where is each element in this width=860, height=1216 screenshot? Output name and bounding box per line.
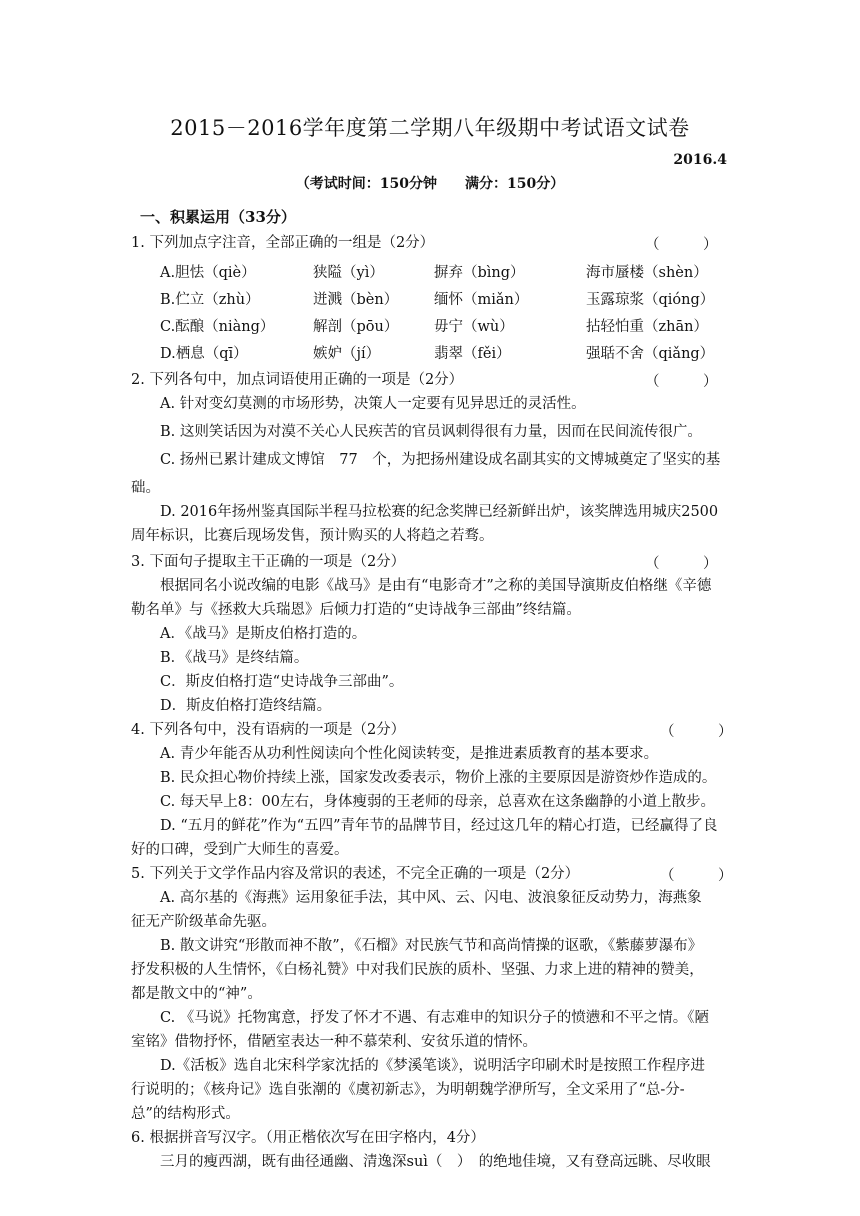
q2-option-d-line2: 周年标识，比赛后现场发售，预计购买的人将趋之若骛。 <box>131 528 494 544</box>
q1-option-c-4: 拈轻怕重（zhān） <box>586 319 708 335</box>
q1-option-d-3: 翡翠（fěi） <box>434 346 511 362</box>
q2-option-a: A. 针对变幻莫测的市场形势，决策人一定要有见异思迁的灵活性。 <box>160 396 586 412</box>
q4-option-c: C. 每天早上8：00左右，身体瘦弱的王老师的母亲，总喜欢在这条幽静的小道上散步。 <box>160 794 715 810</box>
q5-option-d-line1: D.《活板》选自北宋科学家沈括的《梦溪笔谈》，说明活字印刷术时是按照工作程序进 <box>160 1058 705 1074</box>
q5-option-a-line1: A. 高尔基的《海燕》运用象征手法，其中风、云、闪电、波浪象征反动势力，海燕象 <box>160 890 702 906</box>
q1-option-d-1: D.栖息（qī） <box>160 346 248 362</box>
q2-option-c-line2: 础。 <box>131 480 160 496</box>
q2-option-b: B. 这则笑话因为对漠不关心人民疾苦的官员讽刺得很有力量，因而在民间流传很广。 <box>160 424 702 440</box>
q5-option-b-line1: B. 散文讲究“形散而神不散”，《石榴》对民族气节和高尚情操的讴歌，《紫藤萝瀑布》 <box>160 938 703 954</box>
q1-answer-paren: （ ） <box>645 237 718 253</box>
q3-passage-line1: 根据同名小说改编的电影《战马》是由有“电影奇才”之称的美国导演斯皮伯格继《辛德 <box>160 578 712 594</box>
q1-option-a-4: 海市蜃楼（shèn） <box>586 265 708 281</box>
q5-option-b-line2: 抒发积极的人生情怀，《白杨礼赞》中对我们民族的质朴、坚强、力求上进的精神的赞美， <box>131 962 704 978</box>
exam-info: （考试时间：150分钟 满分：150分） <box>295 176 565 192</box>
q2-option-c-line1: C. 扬州已累计建成文博馆 77 个，为把扬州建设成名副其实的文博城奠定了坚实的基 <box>160 452 721 468</box>
q4-answer-paren: （ ） <box>660 724 733 740</box>
q4-option-d-line1: D. “五月的鲜花”作为“五四”青年节的品牌节目，经过这几年的精心打造，已经赢得了良 <box>160 818 718 834</box>
q1-option-c-3: 毋宁（wù） <box>434 319 514 335</box>
exam-date: 2016.4 <box>673 152 727 168</box>
q2-stem: 2. 下列各句中，加点词语使用正确的一项是（2分） <box>131 372 464 388</box>
q1-option-b-3: 缅怀（miǎn） <box>434 292 529 308</box>
q1-option-b-1: B.伫立（zhù） <box>160 292 260 308</box>
q1-option-d-2: 嫉妒（jí） <box>313 346 381 362</box>
q5-stem: 5. 下列关于文学作品内容及常识的表述，不完全正确的一项是（2分） <box>131 866 580 882</box>
q1-option-a-1: A.胆怯（qiè） <box>160 265 256 281</box>
q4-option-d-line2: 好的口碑，受到广大师生的喜爱。 <box>131 842 349 858</box>
q1-option-d-4: 强聒不舍（qiǎng） <box>586 346 715 362</box>
q5-option-c-line1: C. 《马说》托物寓意，抒发了怀才不遇、有志难申的知识分子的愤懑和不平之情。《陋 <box>160 1010 710 1026</box>
page-title: 2015－2016学年度第二学期八年级期中考试语文试卷 <box>170 116 690 140</box>
q4-option-a: A. 青少年能否从功利性阅读向个性化阅读转变，是推进素质教育的基本要求。 <box>160 746 659 762</box>
q3-option-c: C．斯皮伯格打造“史诗战争三部曲”。 <box>160 674 404 690</box>
q1-stem: 1. 下列加点字注音，全部正确的一组是（2分） <box>131 235 435 251</box>
q3-answer-paren: （ ） <box>645 556 718 572</box>
q3-option-d: D．斯皮伯格打造终结篇。 <box>160 698 332 714</box>
q6-stem: 6. 根据拼音写汉字。（用正楷依次写在田字格内，4分） <box>131 1130 485 1146</box>
q3-option-b: B．《战马》是终结篇。 <box>160 650 309 666</box>
q3-option-a: A．《战马》是斯皮伯格打造的。 <box>160 626 367 642</box>
q4-option-b: B. 民众担心物价持续上涨，国家发改委表示，物价上涨的主要原因是游资炒作造成的。 <box>160 770 717 786</box>
q5-option-d-line2: 行说明的；《核舟记》选自张潮的《虞初新志》，为明朝魏学洢所写，全文采用了“总-分- <box>131 1082 685 1098</box>
q5-option-b-line3: 都是散文中的“神”。 <box>131 986 262 1002</box>
q5-option-a-line2: 征无产阶级革命先驱。 <box>131 914 276 930</box>
q1-option-b-2: 迸溅（bèn） <box>313 292 399 308</box>
q6-passage-line1: 三月的瘦西湖，既有曲径通幽、清逸深suì（ ） 的绝地佳境，又有登高远眺、尽收眼 <box>160 1154 711 1170</box>
q1-option-a-3: 摒弃（bìng） <box>434 265 525 281</box>
q3-passage-line2: 勒名单》与《拯救大兵瑞恩》后倾力打造的“史诗战争三部曲”终结篇。 <box>131 602 581 618</box>
q1-option-c-2: 解剖（pōu） <box>313 319 399 335</box>
q1-option-c-1: C.酝酿（niàng） <box>160 319 275 335</box>
q5-answer-paren: （ ） <box>660 868 733 884</box>
q2-answer-paren: （ ） <box>645 374 718 390</box>
q1-option-b-4: 玉露琼浆（qióng） <box>586 292 715 308</box>
q1-option-a-2: 狭隘（yì） <box>313 265 384 281</box>
q5-option-d-line3: 总”的结构形式。 <box>131 1106 240 1122</box>
q5-option-c-line2: 室铭》借物抒怀，借陋室表达一种不慕荣利、安贫乐道的情怀。 <box>131 1034 537 1050</box>
q3-stem: 3. 下面句子提取主干正确的一项是（2分） <box>131 554 406 570</box>
q4-stem: 4. 下列各句中，没有语病的一项是（2分） <box>131 722 406 738</box>
section-heading: 一、积累运用（33分） <box>140 208 296 226</box>
q2-option-d-line1: D. 2016年扬州鉴真国际半程马拉松赛的纪念奖牌已经新鲜出炉，该奖牌选用城庆2500 <box>160 504 719 520</box>
